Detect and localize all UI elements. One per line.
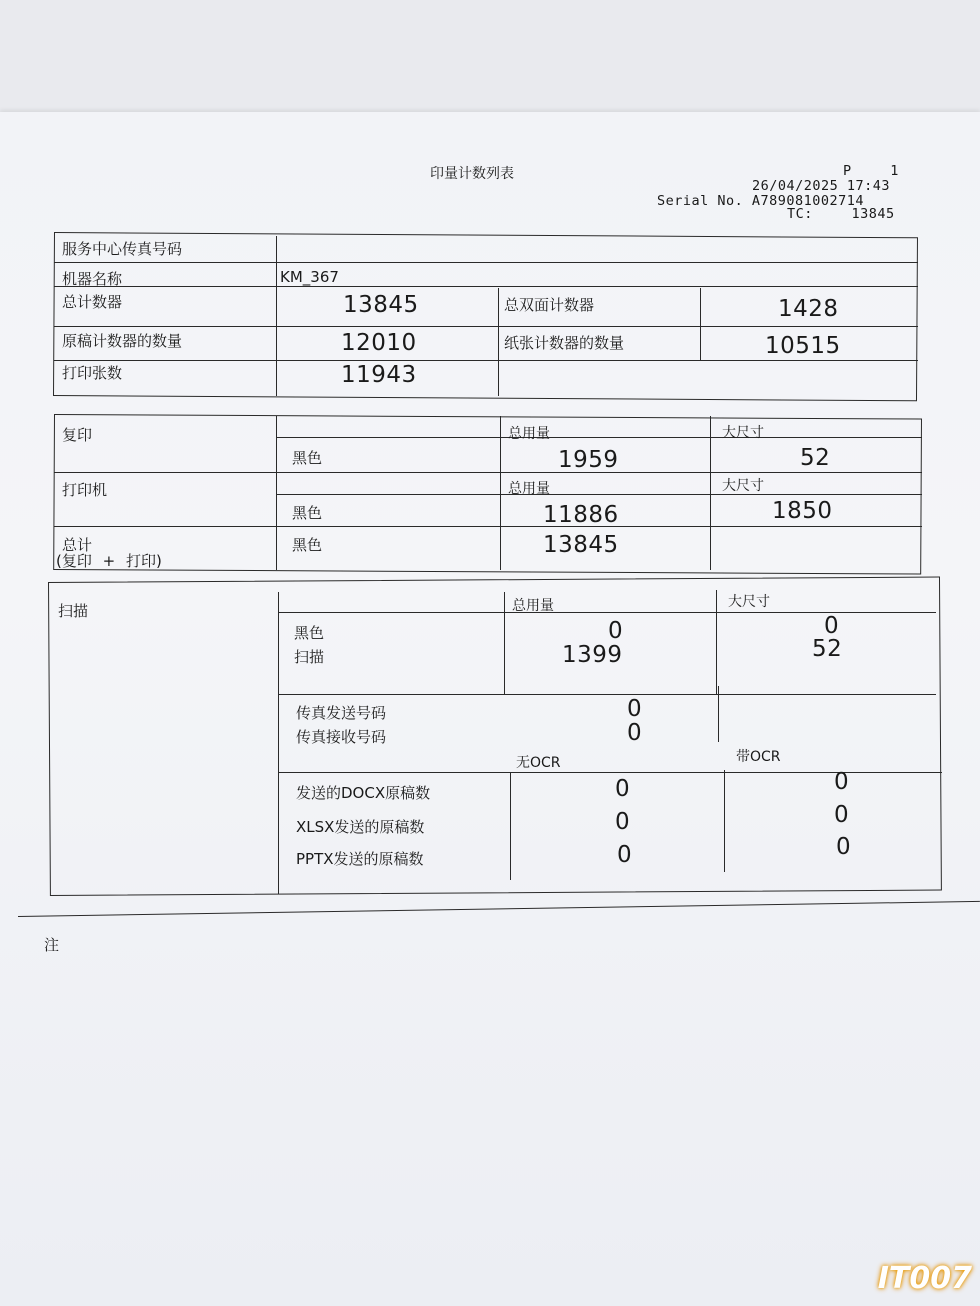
pptx-label: PPTX发送的原稿数 [296,850,424,868]
page-number: P 1 [843,163,899,179]
docx-label: 发送的DOCX原稿数 [296,784,431,802]
serial-number: Serial No. A789081002714 [657,193,865,209]
docx-ocr-value: 0 [834,769,850,795]
service-fax-label: 服务中心传真号码 [62,240,183,258]
sum-label-line2: (复印 + 打印) [56,552,162,570]
original-counter-label: 原稿计数器的数量 [62,332,183,350]
no-ocr-header: 无OCR [516,755,561,771]
fax-recv-label: 传真接收号码 [296,728,387,746]
copy-label: 复印 [62,426,93,444]
xlsx-ocr-value: 0 [834,802,850,828]
fax-recv-value: 0 [627,720,643,746]
machine-name-value: KM_367 [280,268,339,286]
printer-label: 打印机 [62,481,108,499]
total-count-tc: TC: 13845 [787,206,895,222]
scan-black-total: 0 [608,618,624,644]
fax-send-value: 0 [627,696,643,722]
copy-large-size-header: 大尺寸 [722,425,764,441]
scan-label: 扫描 [58,602,89,620]
report-title: 印量计数列表 [430,166,514,182]
scan-total-usage-header: 总用量 [512,598,554,614]
paper-counter-value: 10515 [765,333,841,359]
notes-label: 注 [44,936,60,954]
copy-black-total: 1959 [558,447,619,473]
pptx-no-ocr-value: 0 [617,842,633,868]
fax-send-label: 传真发送号码 [296,704,387,722]
scan-scan-total: 1399 [562,642,623,668]
copy-total-usage-header: 总用量 [508,426,550,442]
printer-black-large: 1850 [772,498,833,524]
total-counter-label: 总计数器 [62,293,123,311]
sum-black-label: 黑色 [292,536,323,554]
paper-counter-label: 纸张计数器的数量 [504,334,625,352]
xlsx-no-ocr-value: 0 [615,809,631,835]
printer-black-label: 黑色 [292,504,323,522]
scan-scan-large: 52 [812,636,843,662]
scan-black-label: 黑色 [294,624,325,642]
xlsx-label: XLSX发送的原稿数 [296,818,425,836]
sum-black-total: 13845 [543,532,619,558]
print-datetime: 26/04/2025 17:43 [752,178,891,194]
printed-sheets-label: 打印张数 [62,364,123,382]
with-ocr-header: 带OCR [736,749,781,765]
duplex-counter-value: 1428 [778,296,839,322]
sum-label-line1: 总计 [62,536,93,554]
copy-black-label: 黑色 [292,449,323,467]
scan-black-large: 0 [824,613,840,639]
printer-large-size-header: 大尺寸 [722,478,764,494]
scan-scan-label: 扫描 [294,648,325,666]
site-watermark: IT007 [877,1261,972,1296]
docx-no-ocr-value: 0 [615,776,631,802]
printer-black-total: 11886 [543,502,619,528]
printer-total-usage-header: 总用量 [508,481,550,497]
pptx-ocr-value: 0 [836,834,852,860]
copy-black-large: 52 [800,445,831,471]
scan-table [48,577,942,896]
scan-large-size-header: 大尺寸 [728,594,770,610]
printed-sheets-value: 11943 [341,362,417,388]
total-counter-value: 13845 [343,292,419,318]
machine-name-label: 机器名称 [62,270,123,288]
original-counter-value: 12010 [341,330,417,356]
duplex-counter-label: 总双面计数器 [504,296,595,314]
